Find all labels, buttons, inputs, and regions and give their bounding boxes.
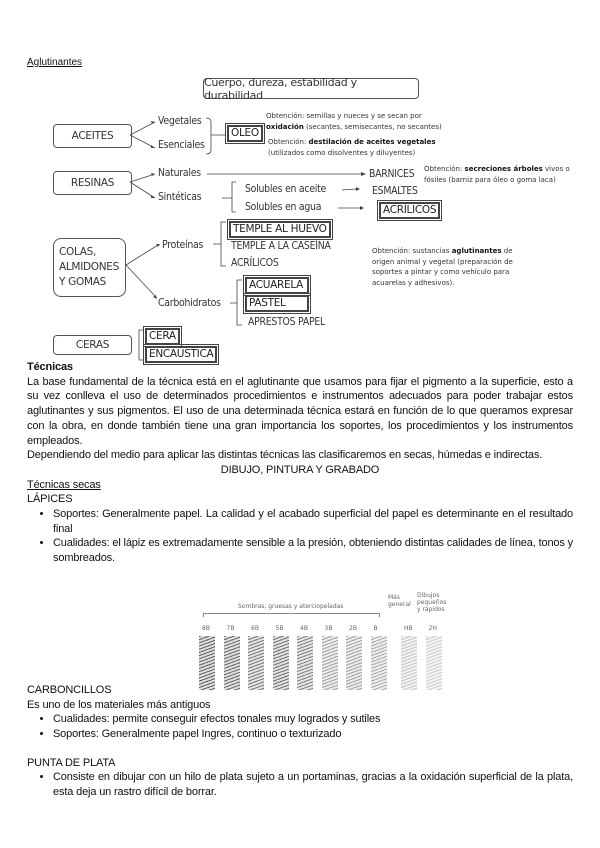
grade-label: 5B: [275, 625, 284, 632]
tecnicas-subtitle: DIBUJO, PINTURA Y GRABADO: [220, 463, 380, 476]
list-item: • Cualidades: permite conseguir efectos tonales muy logrados y sutiles: [53, 712, 573, 727]
aceites-note-1: Obtención: semillas y nueces y se secan por oxidación (secantes, semisecantes, no secantes): [266, 112, 442, 131]
pencil-grades-image: [188, 590, 448, 690]
aceites-note-2: Obtención: destilación de aceites vegetales (utilizados como disolventes y diluyentes): [268, 138, 436, 157]
lapices-heading: LÁPICES: [27, 493, 73, 506]
grade-label: 2H: [428, 625, 437, 632]
ceras-box: CERAS: [53, 335, 132, 355]
lapices-list: [27, 507, 573, 566]
grade-label: 4B: [300, 625, 308, 632]
resinas-note: Obtención: secreciones árboles vivos o fósiles (barniz para óleo o goma laca): [424, 165, 570, 184]
top-box: Cuerpo, dureza, estabilidad y durabilidad: [203, 78, 419, 99]
section-heading: Aglutinantes: [27, 57, 83, 68]
temple-caseina-label: TEMPLE A LA CASEÍNA: [231, 239, 331, 252]
grade-label: 8B: [202, 625, 210, 632]
tecnicas-paragraph: La base fundamental de la técnica está en el aglutinante que usamos para fijar el pigmento a la superficie, esto a su vez conlleva el uso de determinados procedimientos e instrumentos adecuados para poder trabajar estos aglutinantes y sus pigmentos. El uso de una determinada técnica estará en función de lo que queramos expresar con la obra, en donde también tiene una gran importancia los soportes, los procedimientos y los instrumentos empleados.: [27, 375, 573, 447]
grade-swatch: [346, 636, 362, 690]
list-item: • Soportes: Generalmente papel Ingres, continuo o texturizado: [53, 727, 573, 742]
grade-label: 2B: [349, 625, 357, 632]
solubles-agua-label: Solubles en agua: [245, 200, 322, 213]
punta-plata-heading: PUNTA DE PLATA: [27, 756, 116, 769]
grade-swatch: [273, 636, 289, 690]
hb-label: Más general: [388, 594, 411, 608]
aprestos-label: APRESTOS PAPEL: [248, 315, 325, 328]
resinas-box: RESINAS: [53, 171, 132, 195]
grade-swatch: [426, 636, 442, 690]
list-item: • Soportes: Generalmente papel. La calidad y el acabado superficial del papel es determinante en el resultado final: [53, 507, 573, 536]
2h-label: Dibujos pequeños y rápidos: [417, 592, 447, 613]
tecnicas-secas-heading: Técnicas secas: [27, 478, 101, 491]
group-label: Sombras, gruesas y aterciopeladas: [238, 603, 344, 610]
carboncillos-heading: CARBONCILLOS: [27, 683, 112, 696]
group-bracket: [203, 613, 380, 617]
carbohidratos-label: Carbohidratos: [158, 296, 221, 309]
tecnicas-paragraph-2: Dependiendo del medio para aplicar las distintas técnicas las clasificaremos en secas, húmedas e indirectas.: [27, 449, 543, 462]
solubles-aceite-label: Solubles en aceite: [245, 182, 327, 195]
grade-label: B: [373, 625, 378, 632]
grade-swatch: [224, 636, 240, 690]
barnices-label: BARNICES: [369, 167, 415, 180]
tecnicas-title: Técnicas: [27, 361, 73, 373]
grade-label: HB: [404, 625, 413, 632]
sinteticas-label: Sintéticas: [158, 190, 202, 203]
grade-swatch: [401, 636, 417, 690]
cera-box: CERA: [145, 328, 180, 345]
colas-note: Obtención: sustancias aglutinantes de origen animal y vegetal (preparación de soportes a pintar y como vehículo para acuarelas y adhesivos).: [372, 247, 513, 287]
oleo-box: ÓLEO: [227, 125, 263, 142]
pastel-box: PASTEL: [245, 295, 309, 312]
list-item: • Cualidades: el lápiz es extremadamente sensible a la presión, obteniendo distintas calidades de línea, tonos y sombreados.: [53, 536, 573, 565]
esmaltes-label: ESMALTES: [372, 184, 418, 197]
punta-plata-list: [27, 770, 573, 799]
grade-swatch: [297, 636, 313, 690]
grade-swatch: [371, 636, 387, 690]
grade-swatch: [248, 636, 264, 690]
aceites-box: ACEITES: [53, 124, 132, 148]
encaustica-box: ENCAÚSTICA: [145, 346, 217, 363]
grade-swatch: [199, 636, 215, 690]
temple-huevo-box: TEMPLE AL HUEVO: [229, 221, 331, 238]
acrilicos-label: ACRÍLICOS: [231, 256, 279, 269]
vegetales-label: Vegetales: [158, 114, 202, 127]
grade-label: 7B: [226, 625, 235, 632]
proteinas-label: Proteínas: [162, 238, 204, 251]
grade-label: 6B: [251, 625, 259, 632]
colas-box: COLAS, ALMIDONES Y GOMAS: [53, 238, 126, 297]
list-item: • Consiste en dibujar con un hilo de plata sujeto a un portaminas, gracias a la oxidación superficial de la plata, esta deja un rastro difícil de borrar.: [53, 770, 573, 799]
carboncillos-intro: Es uno de los materiales más antiguos: [27, 698, 211, 711]
grade-swatch: [322, 636, 338, 690]
grade-label: 3B: [324, 625, 333, 632]
carboncillos-list: [27, 712, 573, 741]
tecnicas-section: [27, 360, 573, 800]
acuarela-box: ACUARELA: [245, 277, 309, 294]
acrilicos-box: ACRÍLICOS: [379, 202, 440, 219]
esenciales-label: Esenciales: [158, 138, 205, 151]
naturales-label: Naturales: [158, 166, 201, 179]
